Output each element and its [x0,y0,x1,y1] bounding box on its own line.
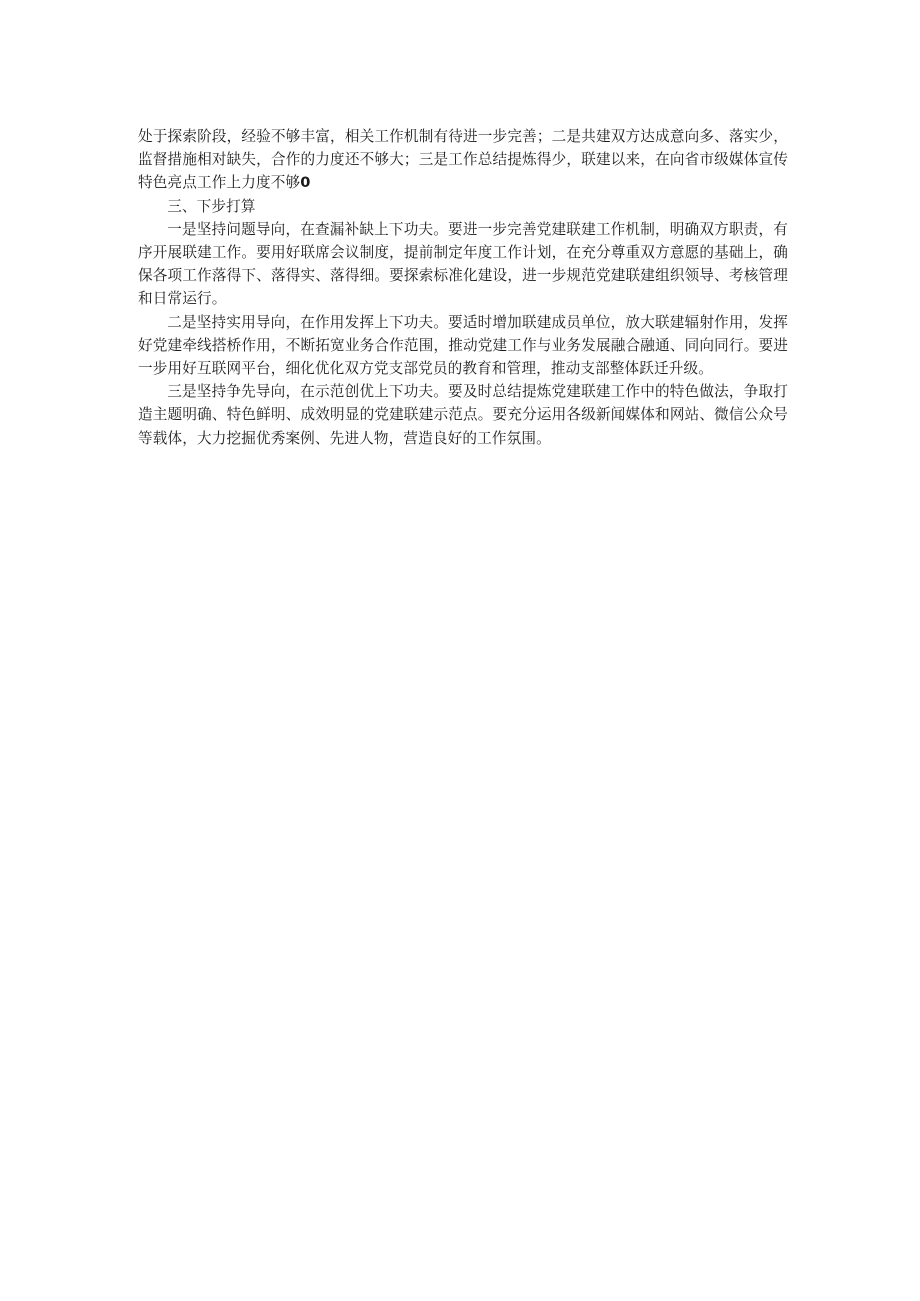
paragraph-problem-orientation: 一是坚持问题导向，在查漏补缺上下功夫。要进一步完善党建联建工作机制，明确双方职责，有序开展联建工作。要用好联席会议制度，提前制定年度工作计划，在充分尊重双方意愿的基础上，确保各项工作落得下、落得实、落得细。要探索标准化建设，进一步规范党建联建组织领导、考核管理和日常运行。 [138,220,788,308]
section-heading: 三、下步打算 [167,197,256,215]
paragraph-trailing-mark: 0 [300,174,311,192]
paragraph-text: 处于探索阶段，经验不够丰富，相关工作机制有待进一步完善；二是共建双方达成意向多、落实少，监督措施相对缺失，合作的力度还不够大；三是工作总结提炼得少，联建以来，在向省市级媒体宣传特色亮点工作上力度不够 [138,128,788,192]
paragraph-continuation [138,125,788,195]
paragraph-practical-orientation: 二是坚持实用导向，在作用发挥上下功夫。要适时增加联建成员单位，放大联建辐射作用，发挥好党建牵线搭桥作用，不断拓宽业务合作范围，推动党建工作与业务发展融合融通、同向同行。要进一步用好互联网平台，细化优化双方党支部党员的教育和管理，推动支部整体跃迁升级。 [138,313,788,378]
document-page [138,125,788,450]
paragraph-excellence-orientation: 三是坚持争先导向，在示范创优上下功夫。要及时总结提炼党建联建工作中的特色做法，争取打造主题明确、特色鲜明、成效明显的党建联建示范点。要充分运用各级新闻媒体和网站、微信公众号等载体，大力挖掘优秀案例、先进人物，营造良好的工作氛围。 [138,383,788,447]
